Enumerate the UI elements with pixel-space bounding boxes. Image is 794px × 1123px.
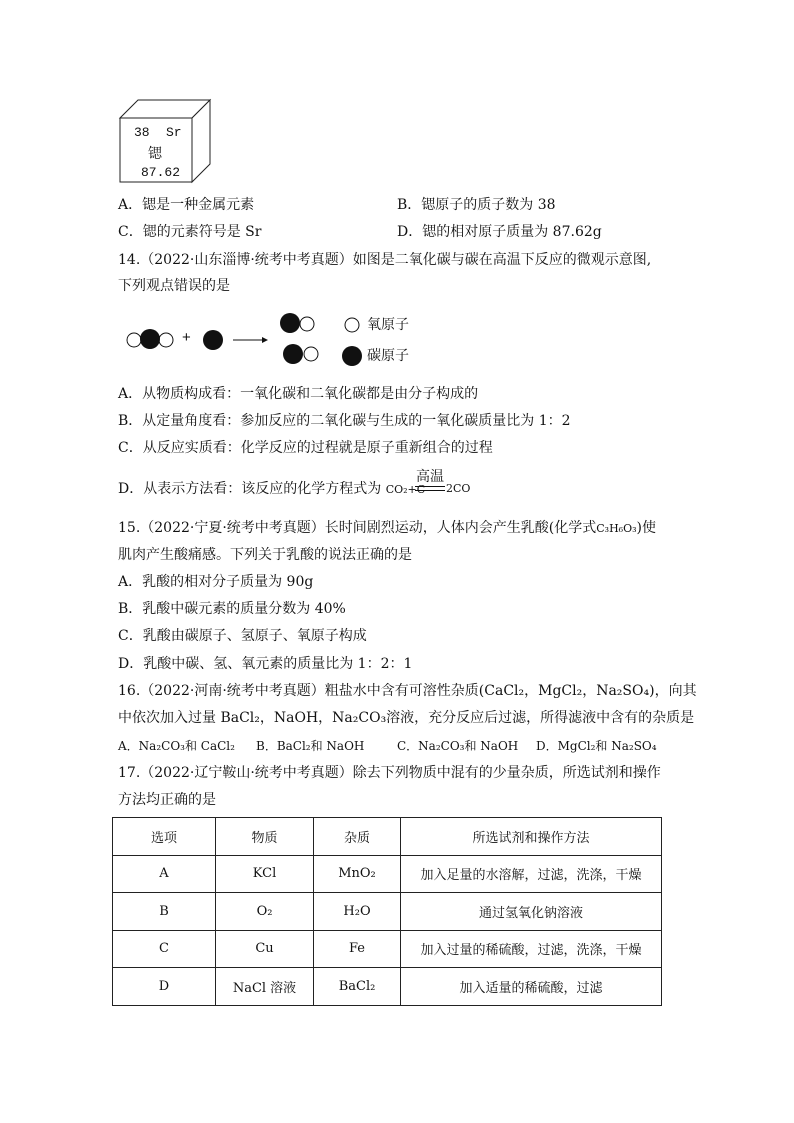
q15-stem-part-b: )使 (636, 520, 656, 536)
table-cell: A (113, 855, 216, 893)
table-cell: C (113, 930, 216, 968)
q13-option-c: C．锶的元素符号是 Sr (118, 224, 262, 240)
q15-option-a: A．乳酸的相对分子质量为 90g (118, 574, 314, 590)
q15-option-c: C．乳酸由碳原子、氢原子、氧原子构成 (118, 628, 367, 644)
plus-sign: + (182, 329, 191, 346)
element-name: 锶 (148, 146, 162, 162)
q15-stem-line1 (118, 518, 656, 539)
q14-option-a: A．从物质构成看：一氧化碳和二氧化碳都是由分子构成的 (118, 386, 479, 402)
header-method: 所选试剂和操作方法 (401, 818, 662, 856)
table-cell: 通过氢氧化钠溶液 (401, 893, 662, 931)
q17-stem-line1: 17.（2022·辽宁鞍山·统考中考真题）除去下列物质中混有的少量杂质，所选试剂和操作 (118, 765, 661, 781)
oxygen-atom-legend-icon (343, 316, 361, 334)
q14-option-c: C．从反应实质看：化学反应的过程就是原子重新组合的过程 (118, 440, 493, 456)
q16-option-a: A．Na₂CO₃和 CaCl₂ (118, 739, 235, 753)
header-option: 选项 (113, 818, 216, 856)
q14-option-d-prefix: D．从表示方法看：该反应的化学方程式为 (118, 481, 382, 497)
table-cell: B (113, 893, 216, 931)
q16-option-c: C．Na₂CO₃和 NaOH (397, 739, 519, 753)
q15-option-d: D．乳酸中碳、氢、氧元素的质量比为 1：2：1 (118, 656, 413, 672)
q15-stem-line2: 肌肉产生酸痛感。下列关于乳酸的说法正确的是 (118, 547, 412, 563)
q16-option-b: B．BaCl₂和 NaOH (256, 739, 365, 753)
table-cell: 加入适量的稀硫酸，过滤 (401, 968, 662, 1006)
purification-table (112, 817, 662, 1006)
table-cell: KCl (216, 855, 314, 893)
equation-left: CO₂+C (385, 483, 426, 496)
table-cell: BaCl₂ (314, 968, 401, 1006)
table-header-row (113, 818, 662, 856)
q13-option-a: A．锶是一种金属元素 (118, 197, 255, 213)
table-cell: NaCl 溶液 (216, 968, 314, 1006)
header-impurity: 杂质 (314, 818, 401, 856)
q14-stem-line1: 14.（2022·山东淄博·统考中考真题）如图是二氧化碳与碳在高温下反应的微观示意图, (118, 252, 652, 268)
q17-stem-line2: 方法均正确的是 (118, 792, 216, 808)
q16-stem-line1: 16.（2022·河南·统考中考真题）粗盐水中含有可溶性杂质(CaCl₂，MgCl₂，Na₂SO₄)，向其 (118, 683, 697, 699)
element-mass: 87.62 (141, 165, 181, 180)
table-cell: O₂ (216, 893, 314, 931)
q15-stem-part-a: 15.（2022·宁夏·统考中考真题）长时间剧烈运动，人体内会产生乳酸(化学式 (118, 520, 597, 536)
q16-option-d: D．MgCl₂和 Na₂SO₄ (536, 739, 657, 753)
q16-stem-line2: 中依次加入过量 BaCl₂，NaOH，Na₂CO₃溶液，充分反应后过滤，所得滤液中含有的杂质是 (118, 710, 695, 726)
table-cell: D (113, 968, 216, 1006)
legend-oxygen-label: 氧原子 (367, 317, 409, 333)
element-number: 38 (134, 125, 150, 140)
q15-option-b: B．乳酸中碳元素的质量分数为 40% (118, 601, 346, 617)
element-symbol: Sr (166, 125, 182, 140)
header-substance: 物质 (216, 818, 314, 856)
table-cell: Cu (216, 930, 314, 968)
equation-double-line (415, 486, 445, 491)
co2-carbon-reaction-diagram (120, 308, 320, 370)
q14-option-d (118, 479, 425, 500)
table-row (113, 968, 662, 1006)
q13-option-b: B．锶原子的质子数为 38 (397, 197, 556, 213)
reaction-condition: 高温 (416, 469, 444, 485)
q14-option-b: B．从定量角度看：参加反应的二氧化碳与生成的一氧化碳质量比为 1：2 (118, 413, 571, 429)
carbon-atom-legend-icon (341, 344, 365, 368)
table-cell: 加入足量的水溶解，过滤，洗涤，干燥 (401, 855, 662, 893)
table-row (113, 930, 662, 968)
q14-stem-line2: 下列观点错误的是 (118, 278, 230, 294)
table-row (113, 893, 662, 931)
equation-right: 2CO (446, 482, 471, 495)
table-cell: MnO₂ (314, 855, 401, 893)
table-cell: 加入过量的稀硫酸，过滤，洗涤，干燥 (401, 930, 662, 968)
legend-carbon-label: 碳原子 (367, 348, 409, 364)
lactic-acid-formula: C₃H₆O₃ (596, 522, 637, 535)
table-cell: H₂O (314, 893, 401, 931)
table-row (113, 855, 662, 893)
table-cell: Fe (314, 930, 401, 968)
q13-option-d: D．锶的相对原子质量为 87.62g (397, 224, 602, 240)
